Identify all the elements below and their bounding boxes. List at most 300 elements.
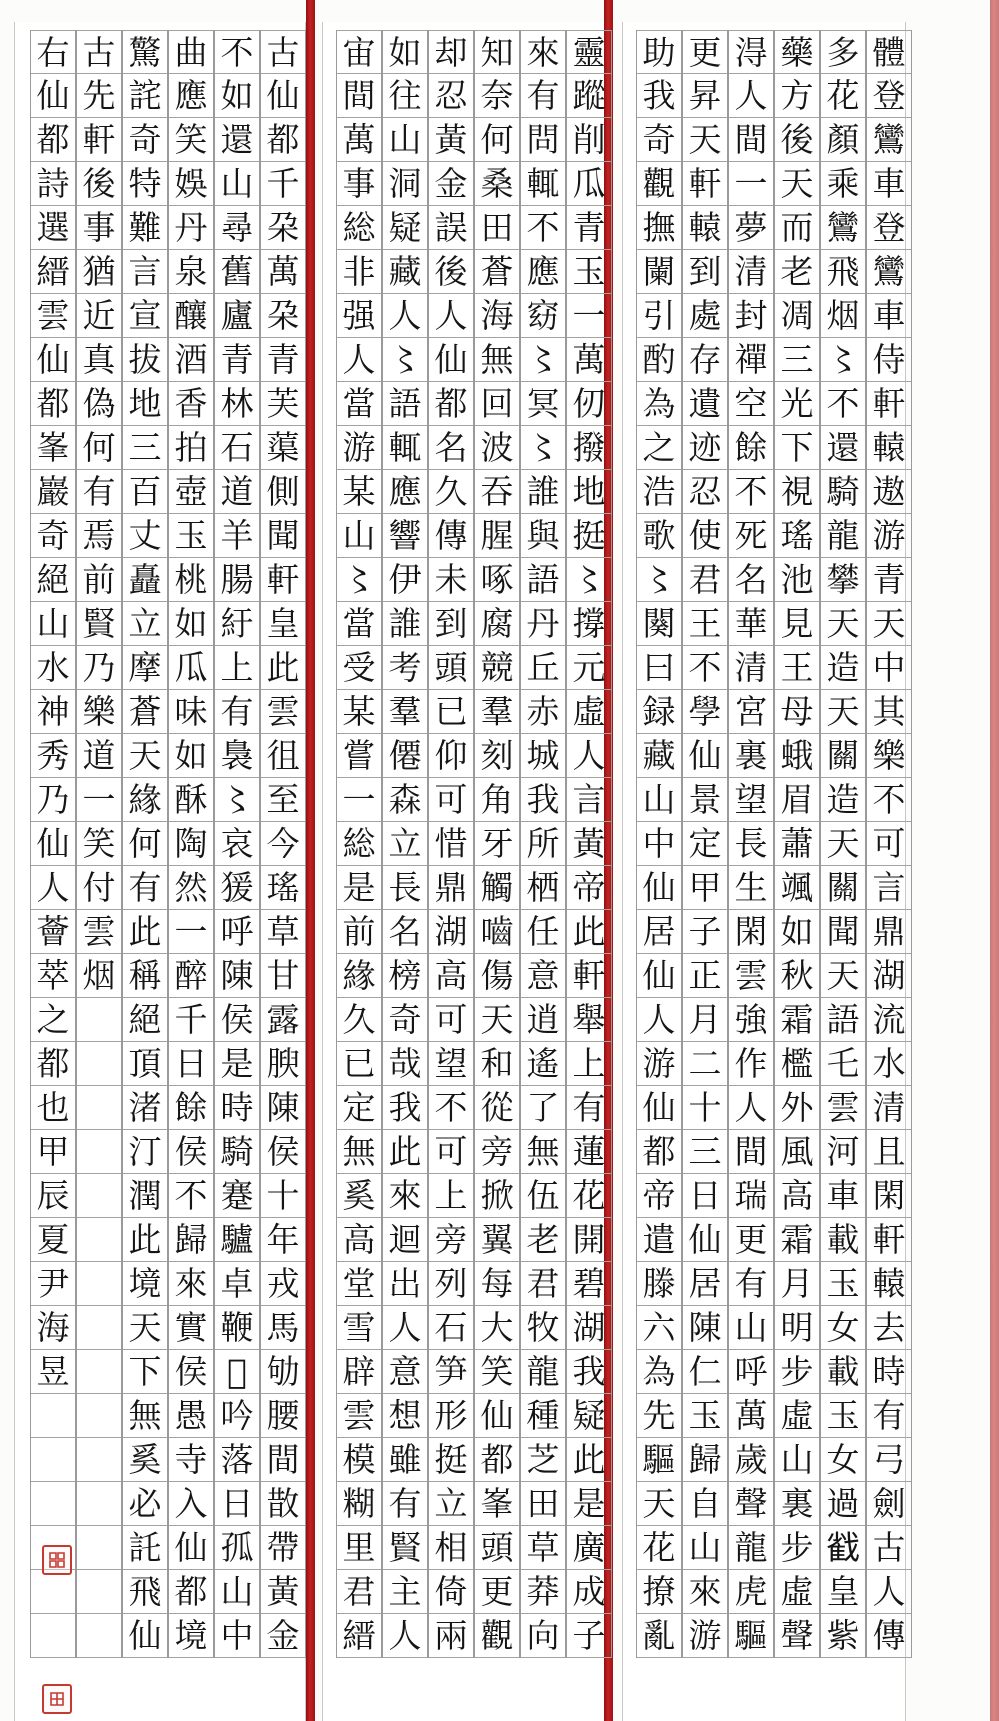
character-cell: 龍 <box>521 1350 565 1394</box>
character-cell: 馬 <box>261 1306 305 1350</box>
character-cell: 嘗 <box>337 734 381 778</box>
character-cell: 之 <box>31 998 75 1042</box>
character-cell: 丘 <box>521 646 565 690</box>
character-cell: 也 <box>31 1086 75 1130</box>
character-cell: 天 <box>475 998 519 1042</box>
character-cell: 高 <box>775 1174 819 1218</box>
character-cell: 助 <box>637 30 681 74</box>
character-cell <box>77 1394 121 1438</box>
character-cell: 黃 <box>429 118 473 162</box>
character-cell: 人 <box>729 1086 773 1130</box>
character-cell: 玉 <box>567 250 611 294</box>
character-cell: 陳 <box>261 1086 305 1130</box>
character-cell: 侯 <box>261 1130 305 1174</box>
character-cell: 滕 <box>637 1262 681 1306</box>
character-cell: 不 <box>683 646 727 690</box>
character-cell: 登 <box>867 206 911 250</box>
character-cell: 瑤 <box>775 514 819 558</box>
character-cell: 瓜 <box>169 646 213 690</box>
name-seal-icon <box>42 1545 72 1575</box>
character-cell: 十 <box>261 1174 305 1218</box>
character-cell: 應 <box>169 74 213 118</box>
character-cell: 旁 <box>475 1130 519 1174</box>
character-cell: 仙 <box>31 338 75 382</box>
character-cell: 雲 <box>821 1086 865 1130</box>
character-cell: 下 <box>123 1350 167 1394</box>
character-cell: 陳 <box>683 1306 727 1350</box>
character-cell: 長 <box>729 822 773 866</box>
character-cell: 見 <box>775 602 819 646</box>
character-cell: 作 <box>729 1042 773 1086</box>
character-cell: 碧 <box>567 1262 611 1306</box>
character-cell: 芙 <box>261 382 305 426</box>
character-cell: 拔 <box>123 338 167 382</box>
character-cell: 仁 <box>683 1350 727 1394</box>
character-cell: 鸞 <box>821 206 865 250</box>
character-cell: 驅 <box>729 1614 773 1658</box>
character-cell: 子 <box>567 1614 611 1658</box>
character-cell: 矗 <box>123 558 167 602</box>
character-cell: 桑 <box>475 162 519 206</box>
character-cell: 歲 <box>729 1438 773 1482</box>
character-cell: 腐 <box>475 602 519 646</box>
character-cell: 鼎 <box>429 866 473 910</box>
character-cell: 皇 <box>261 602 305 646</box>
character-cell: 寺 <box>169 1438 213 1482</box>
character-cell: 莽 <box>521 1570 565 1614</box>
character-cell: 雲 <box>729 954 773 998</box>
character-cell: 某 <box>337 470 381 514</box>
character-cell: 緣 <box>123 778 167 822</box>
character-cell: 問 <box>521 118 565 162</box>
character-cell: 雲 <box>261 690 305 734</box>
character-cell: 天 <box>637 1482 681 1526</box>
character-cell: 掀 <box>475 1174 519 1218</box>
character-cell: 鸞 <box>867 250 911 294</box>
character-cell: 人 <box>337 338 381 382</box>
character-cell: 王 <box>775 646 819 690</box>
character-cell: 二 <box>683 1042 727 1086</box>
character-cell: 久 <box>429 470 473 514</box>
character-cell: 與 <box>521 514 565 558</box>
character-cell: 此 <box>261 646 305 690</box>
character-cell: 〻 <box>821 338 865 382</box>
character-cell: 闋 <box>637 602 681 646</box>
character-cell: 月 <box>683 998 727 1042</box>
text-column <box>774 30 820 1658</box>
character-cell: 山 <box>215 1570 259 1614</box>
character-cell: 天 <box>867 602 911 646</box>
character-cell: 宙 <box>337 30 381 74</box>
character-cell: 淂 <box>729 30 773 74</box>
character-cell: 知 <box>475 30 519 74</box>
character-cell: 久 <box>337 998 381 1042</box>
character-cell: 乘 <box>821 162 865 206</box>
character-cell: 言 <box>867 866 911 910</box>
character-cell: 先 <box>77 74 121 118</box>
character-cell: 羣 <box>475 690 519 734</box>
character-cell: 山 <box>337 514 381 558</box>
character-cell: 紆 <box>215 602 259 646</box>
character-cell: 仙 <box>683 734 727 778</box>
character-cell: 難 <box>123 206 167 250</box>
character-cell: 頭 <box>475 1526 519 1570</box>
character-cell <box>77 1262 121 1306</box>
character-cell: 削 <box>567 118 611 162</box>
character-cell: 靈 <box>567 30 611 74</box>
character-cell: 是 <box>215 1042 259 1086</box>
character-cell: 萬 <box>261 250 305 294</box>
character-cell: 拍 <box>169 426 213 470</box>
character-cell: 皇 <box>821 1570 865 1614</box>
character-cell: 味 <box>169 690 213 734</box>
character-cell: 此 <box>383 1130 427 1174</box>
character-cell: 立 <box>383 822 427 866</box>
character-cell: 傷 <box>475 954 519 998</box>
character-cell: 無 <box>337 1130 381 1174</box>
character-cell: 雲 <box>77 910 121 954</box>
character-cell: 轅 <box>683 206 727 250</box>
character-cell: 天 <box>683 118 727 162</box>
character-cell: 來 <box>383 1174 427 1218</box>
character-cell: 未 <box>429 558 473 602</box>
character-cell: 奇 <box>31 514 75 558</box>
character-cell: 驚 <box>123 30 167 74</box>
text-column <box>474 30 520 1658</box>
character-cell: 定 <box>683 822 727 866</box>
character-cell: 時 <box>867 1350 911 1394</box>
character-cell: 種 <box>521 1394 565 1438</box>
character-cell: 步 <box>775 1350 819 1394</box>
character-cell: 清 <box>867 1086 911 1130</box>
character-cell: 境 <box>123 1262 167 1306</box>
character-cell: 日 <box>215 1482 259 1526</box>
character-cell: 芝 <box>521 1438 565 1482</box>
character-cell: 瑤 <box>261 866 305 910</box>
leisure-seal-icon <box>42 1684 72 1714</box>
character-cell: 腸 <box>215 558 259 602</box>
character-cell: 汀 <box>123 1130 167 1174</box>
character-cell: 戎 <box>261 1262 305 1306</box>
character-cell: 峯 <box>31 426 75 470</box>
character-cell: 觀 <box>475 1614 519 1658</box>
character-cell: 軒 <box>867 1218 911 1262</box>
character-cell: 𢧵 <box>821 1526 865 1570</box>
character-cell: 想 <box>383 1394 427 1438</box>
character-cell: 玉 <box>821 1394 865 1438</box>
character-cell: 闌 <box>637 250 681 294</box>
character-cell: 餘 <box>729 426 773 470</box>
character-cell: 〻 <box>567 558 611 602</box>
character-cell: 明 <box>775 1306 819 1350</box>
character-cell: 虛 <box>567 690 611 734</box>
character-cell: 存 <box>683 338 727 382</box>
character-cell: 大 <box>475 1306 519 1350</box>
character-cell: 關 <box>821 866 865 910</box>
character-cell: 君 <box>683 558 727 602</box>
character-cell: 田 <box>475 206 519 250</box>
character-cell: 正 <box>683 954 727 998</box>
character-cell: 颯 <box>775 866 819 910</box>
character-cell: 上 <box>567 1042 611 1086</box>
character-cell: 玉 <box>169 514 213 558</box>
character-cell: 誰 <box>383 602 427 646</box>
character-cell: 不 <box>821 382 865 426</box>
character-cell: 娛 <box>169 162 213 206</box>
character-cell: 龍 <box>729 1526 773 1570</box>
character-cell: 軒 <box>77 118 121 162</box>
character-cell: 樂 <box>867 734 911 778</box>
character-cell: 望 <box>729 778 773 822</box>
character-cell: 軒 <box>683 162 727 206</box>
character-cell: 昇 <box>683 74 727 118</box>
character-cell: 不 <box>169 1174 213 1218</box>
character-cell <box>77 1130 121 1174</box>
character-cell: 不 <box>521 206 565 250</box>
character-cell: 瑞 <box>729 1174 773 1218</box>
character-cell: 觀 <box>637 162 681 206</box>
text-column <box>260 30 306 1658</box>
character-cell: 天 <box>123 1306 167 1350</box>
character-cell: 藏 <box>383 250 427 294</box>
character-cell: 旁 <box>429 1218 473 1262</box>
character-cell: 乃 <box>77 646 121 690</box>
character-cell: 窈 <box>521 294 565 338</box>
character-cell: 蓮 <box>567 1130 611 1174</box>
character-cell: 萃 <box>31 954 75 998</box>
text-column <box>566 30 612 1658</box>
character-cell: 青 <box>261 338 305 382</box>
character-cell: 列 <box>429 1262 473 1306</box>
character-cell: 萬 <box>729 1394 773 1438</box>
character-cell: 裏 <box>729 734 773 778</box>
character-cell: 傳 <box>867 1614 911 1658</box>
text-column <box>336 30 382 1658</box>
character-cell: 辰 <box>31 1174 75 1218</box>
character-cell: 右 <box>31 30 75 74</box>
character-cell: 曰 <box>637 646 681 690</box>
character-cell: 草 <box>521 1526 565 1570</box>
character-cell: 元 <box>567 646 611 690</box>
character-cell: 弓 <box>867 1438 911 1482</box>
character-cell: 每 <box>475 1262 519 1306</box>
character-cell: 緣 <box>337 954 381 998</box>
character-cell: 倚 <box>429 1570 473 1614</box>
character-cell: 玉 <box>821 1262 865 1306</box>
character-cell: 呼 <box>729 1350 773 1394</box>
character-cell: 軒 <box>261 558 305 602</box>
character-cell: 生 <box>729 866 773 910</box>
character-cell: 付 <box>77 866 121 910</box>
character-cell: 都 <box>31 118 75 162</box>
character-cell: 兩 <box>429 1614 473 1658</box>
character-cell: 仙 <box>637 866 681 910</box>
character-cell: 古 <box>77 30 121 74</box>
character-cell: 曲 <box>169 30 213 74</box>
character-cell: 伍 <box>521 1174 565 1218</box>
character-cell: 奇 <box>383 998 427 1042</box>
character-cell: 遺 <box>683 382 727 426</box>
character-cell: 餘 <box>169 1086 213 1130</box>
character-cell: 眉 <box>775 778 819 822</box>
character-cell: 檻 <box>775 1042 819 1086</box>
character-cell: 有 <box>383 1482 427 1526</box>
character-cell: 到 <box>429 602 473 646</box>
character-cell: 名 <box>383 910 427 954</box>
character-cell: 絕 <box>123 998 167 1042</box>
character-cell: 樂 <box>77 690 121 734</box>
character-cell: 孤 <box>215 1526 259 1570</box>
character-cell: 渚 <box>123 1086 167 1130</box>
character-cell: 游 <box>683 1614 727 1658</box>
character-cell: 撫 <box>637 206 681 250</box>
character-cell: 挺 <box>567 514 611 558</box>
text-column <box>214 30 260 1658</box>
character-cell: 天 <box>821 954 865 998</box>
character-cell: 山 <box>729 1306 773 1350</box>
character-cell: 傳 <box>429 514 473 558</box>
character-cell: 凋 <box>775 294 819 338</box>
character-cell: 聞 <box>261 514 305 558</box>
character-cell: 託 <box>123 1526 167 1570</box>
character-cell: 來 <box>683 1570 727 1614</box>
character-cell: 仙 <box>475 1394 519 1438</box>
character-cell: 賢 <box>77 602 121 646</box>
text-column <box>866 30 912 1658</box>
character-cell: 陶 <box>169 822 213 866</box>
character-cell: 强 <box>337 294 381 338</box>
character-cell: 輒 <box>521 162 565 206</box>
character-cell: 強 <box>729 998 773 1042</box>
character-cell: 過 <box>821 1482 865 1526</box>
character-cell <box>77 998 121 1042</box>
character-cell: 高 <box>337 1218 381 1262</box>
character-cell <box>77 1042 121 1086</box>
character-cell: 雲 <box>31 294 75 338</box>
character-cell: 人 <box>867 1570 911 1614</box>
character-cell: 惜 <box>429 822 473 866</box>
character-cell: 造 <box>821 778 865 822</box>
character-cell: 為 <box>637 382 681 426</box>
character-cell: 亂 <box>637 1614 681 1658</box>
character-cell: 都 <box>429 382 473 426</box>
character-cell: 當 <box>337 382 381 426</box>
character-cell: 甘 <box>261 954 305 998</box>
text-column <box>636 30 682 1658</box>
character-cell: 飛 <box>123 1570 167 1614</box>
character-cell: 霜 <box>775 998 819 1042</box>
text-column <box>520 30 566 1658</box>
character-cell: 應 <box>521 250 565 294</box>
character-cell: 其 <box>867 690 911 734</box>
character-cell: 女 <box>821 1438 865 1482</box>
character-cell: 焉 <box>77 514 121 558</box>
character-cell: 封 <box>729 294 773 338</box>
character-cell: 仙 <box>261 74 305 118</box>
character-cell: 有 <box>123 866 167 910</box>
character-cell: 花 <box>821 74 865 118</box>
character-cell: 湖 <box>429 910 473 954</box>
character-cell: 僊 <box>383 734 427 778</box>
character-cell: 撥 <box>567 426 611 470</box>
character-cell: 昱 <box>31 1350 75 1394</box>
character-cell: 女 <box>821 1306 865 1350</box>
character-cell <box>77 1306 121 1350</box>
character-cell <box>77 1174 121 1218</box>
character-cell: 藏 <box>637 734 681 778</box>
red-rule-divider <box>306 0 315 1721</box>
character-cell: 奈 <box>475 74 519 118</box>
character-cell: 山 <box>683 1526 727 1570</box>
character-cell: 不 <box>729 470 773 514</box>
text-column <box>76 30 122 1658</box>
character-cell: 居 <box>637 910 681 954</box>
character-cell: 車 <box>867 162 911 206</box>
character-cell: 可 <box>867 822 911 866</box>
character-cell: 名 <box>429 426 473 470</box>
character-cell: 中 <box>867 646 911 690</box>
character-cell: 今 <box>261 822 305 866</box>
character-cell: 使 <box>683 514 727 558</box>
character-cell: 逍 <box>521 998 565 1042</box>
character-cell: 誤 <box>429 206 473 250</box>
character-cell: 撩 <box>637 1570 681 1614</box>
character-cell: 地 <box>567 470 611 514</box>
character-cell: 石 <box>429 1306 473 1350</box>
character-cell: 朶 <box>261 206 305 250</box>
character-cell <box>77 1086 121 1130</box>
character-cell: 後 <box>775 118 819 162</box>
character-cell: 任 <box>521 910 565 954</box>
character-cell: 糊 <box>337 1482 381 1526</box>
character-cell: 車 <box>821 1174 865 1218</box>
character-cell: 如 <box>169 602 213 646</box>
character-cell: 人 <box>383 1614 427 1658</box>
character-cell: 開 <box>567 1218 611 1262</box>
character-cell: 里 <box>337 1526 381 1570</box>
character-cell: 蛾 <box>775 734 819 778</box>
character-cell: 頭 <box>429 646 473 690</box>
character-cell: 語 <box>521 558 565 602</box>
character-cell: 古 <box>261 30 305 74</box>
character-cell: 石 <box>215 426 259 470</box>
character-cell: 〻 <box>383 338 427 382</box>
character-cell: 牧 <box>521 1306 565 1350</box>
character-cell: 高 <box>429 954 473 998</box>
character-cell: 非 <box>337 250 381 294</box>
character-cell: 登 <box>867 74 911 118</box>
character-cell: 來 <box>521 30 565 74</box>
character-cell: 黃 <box>567 822 611 866</box>
character-cell: 嚙 <box>475 910 519 954</box>
character-cell: 栖 <box>521 866 565 910</box>
character-cell: 青 <box>567 206 611 250</box>
character-cell: 劬 <box>261 1350 305 1394</box>
character-cell: 帶 <box>261 1526 305 1570</box>
character-cell: 一 <box>337 778 381 822</box>
character-cell: 一 <box>169 910 213 954</box>
character-cell: 朶 <box>261 294 305 338</box>
character-cell: 城 <box>521 734 565 778</box>
character-cell: 某 <box>337 690 381 734</box>
character-cell: 造 <box>821 646 865 690</box>
character-cell: 鼎 <box>867 910 911 954</box>
character-cell: 立 <box>429 1482 473 1526</box>
character-cell: 後 <box>429 250 473 294</box>
character-cell: 遣 <box>637 1218 681 1262</box>
character-cell: 舊 <box>215 250 259 294</box>
character-cell: 輒 <box>383 426 427 470</box>
